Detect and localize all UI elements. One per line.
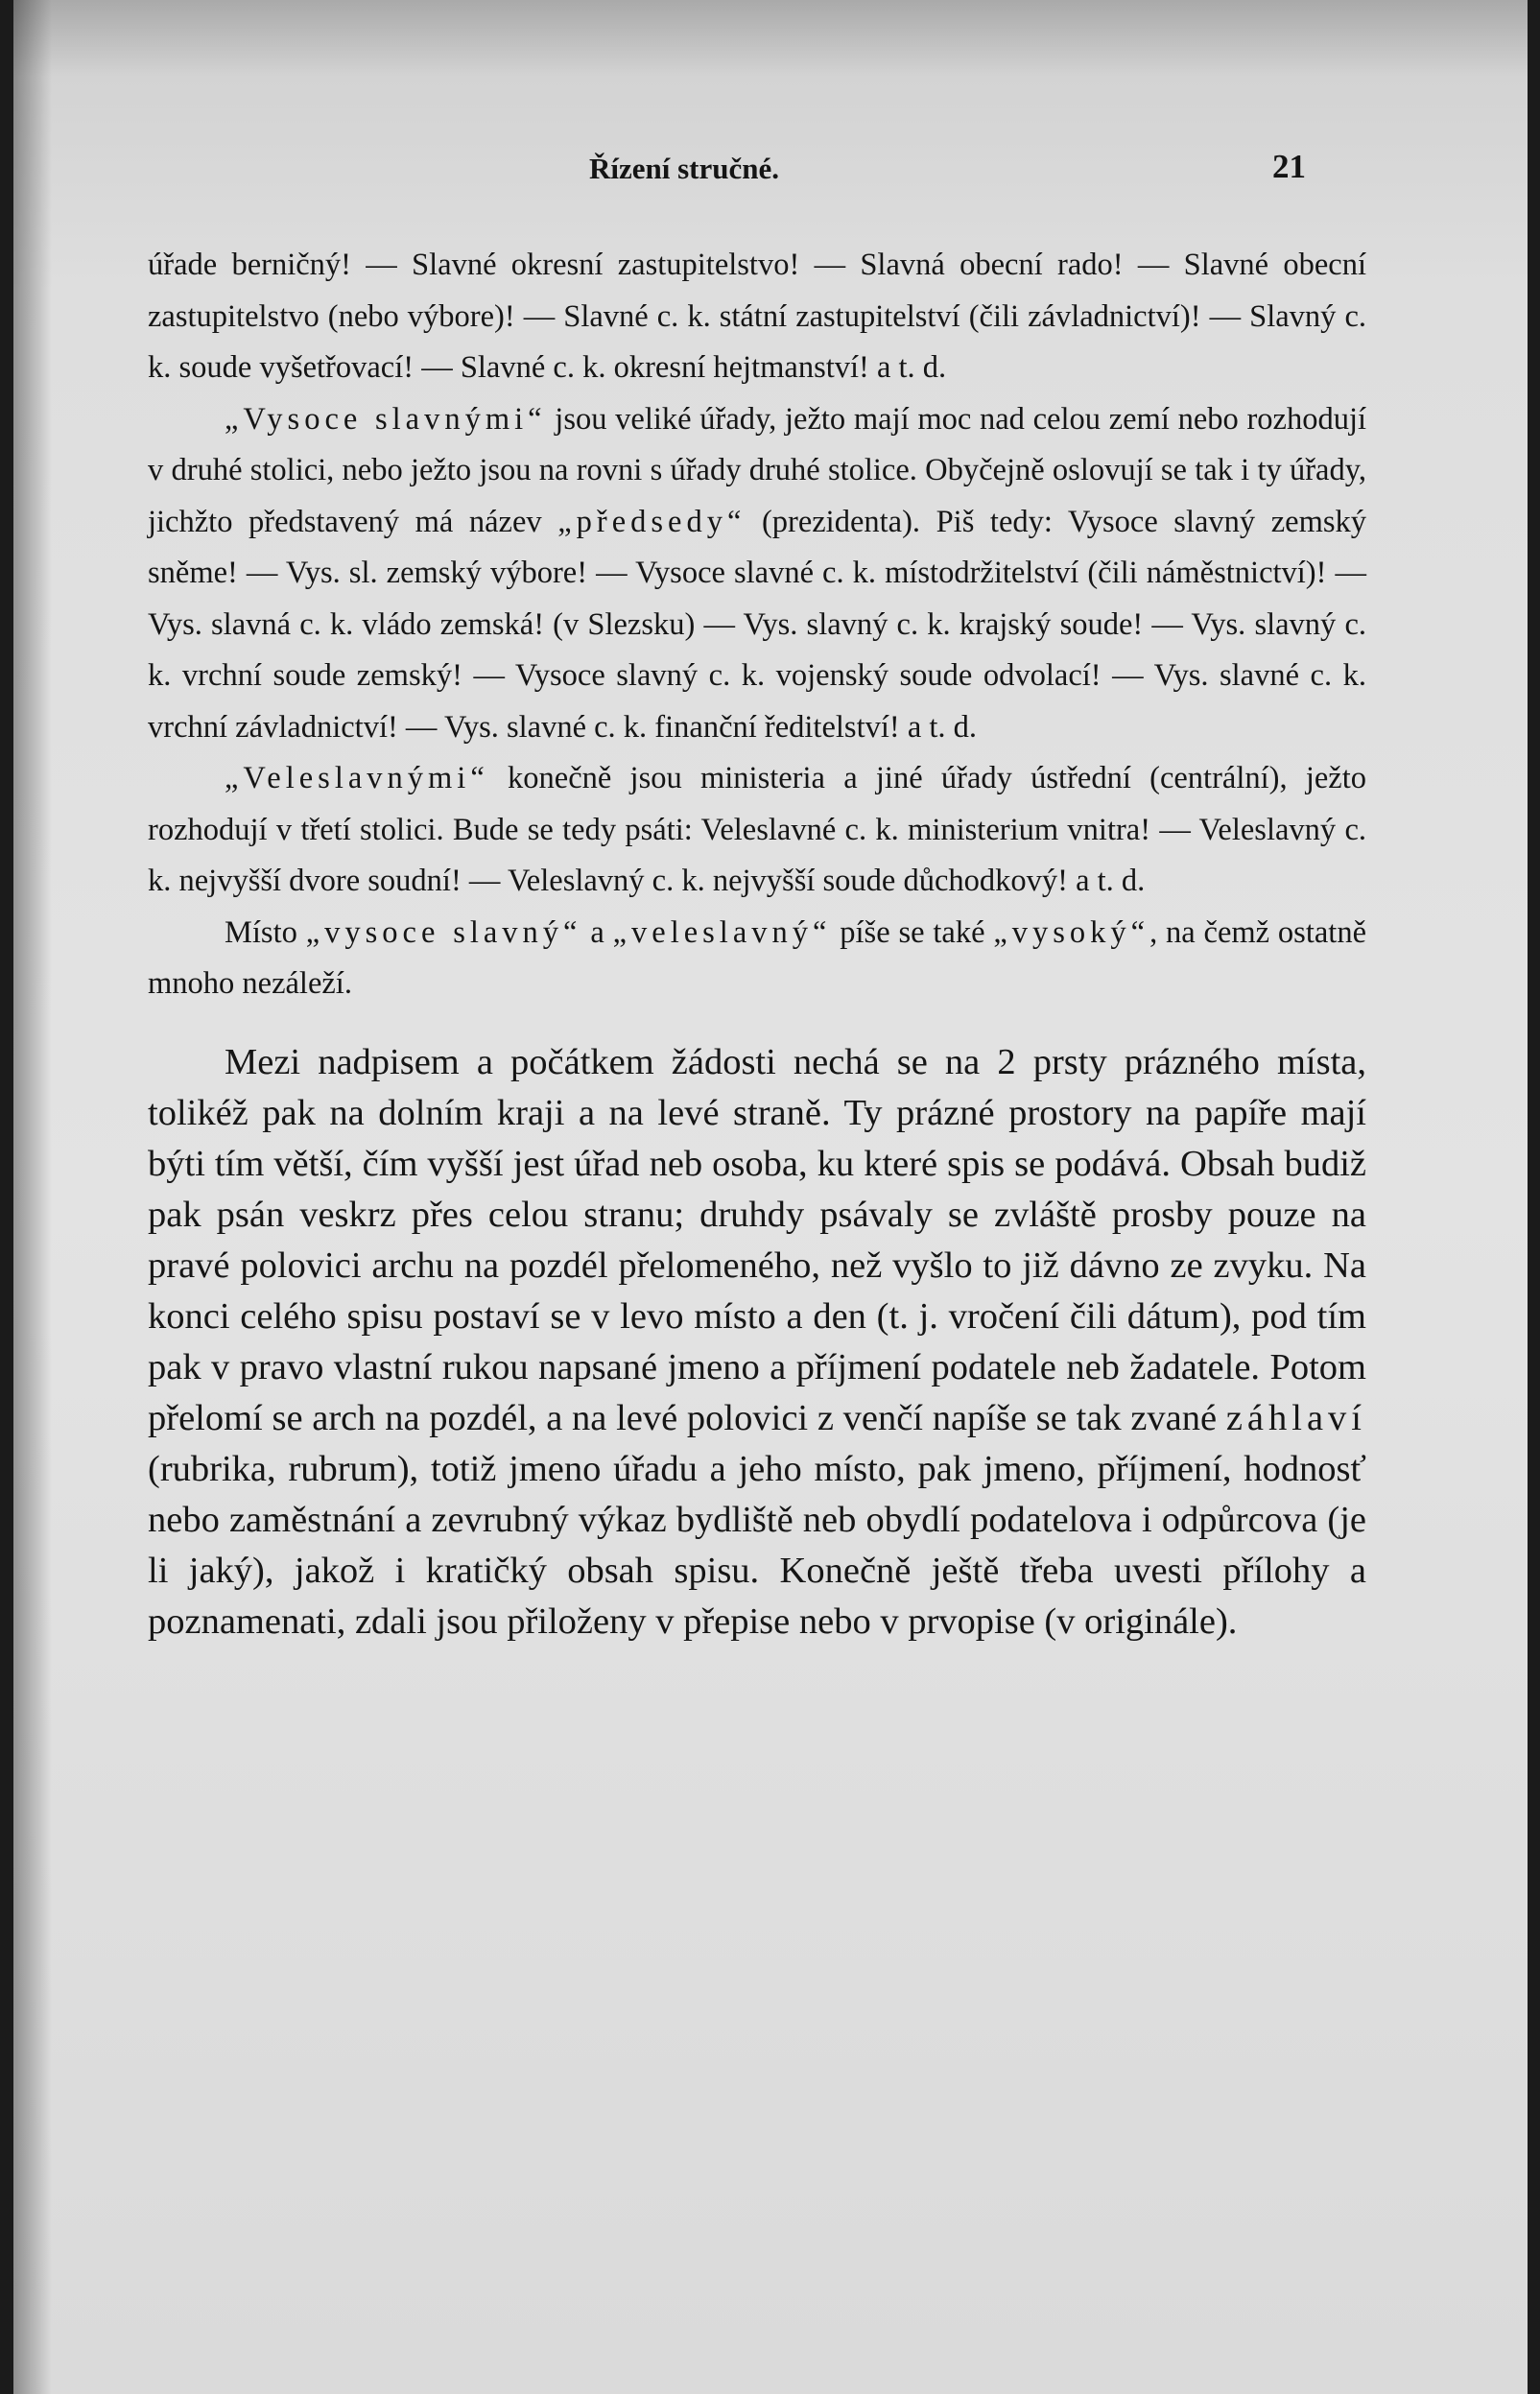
- paragraph-text: (rubrika, rubrum), totiž jmeno úřadu a jeho místo, pak jmeno, příjmení, hodnosť nebo zaměstnání a zevrubný výkaz bydliště neb obydlí podatelova i odpůrcova (je li jaký), jakož i kratičký obsah spisu. Konečně ještě třeba uvesti přílohy a poznamenati, zdali jsou přiloženy v přepise nebo v prvopise (v originále).: [148, 1448, 1366, 1642]
- paragraph-1: [148, 240, 1366, 394]
- paragraph-5: [148, 1037, 1366, 1647]
- paragraph-2: [148, 394, 1366, 754]
- term-veleslavny: „veleslavný“: [612, 914, 832, 950]
- paragraph-text: jsou veliké úřady, ježto mají moc nad celou zemí nebo rozhodují v druhé stolici, nebo ježto jsou na rovni s úřady druhé stolice. Obyčejně oslovují se tak i ty úřady, jichžto představený má název: [148, 401, 1366, 539]
- page-number: 21: [1272, 148, 1306, 185]
- paragraph-text-tail: , na čemž ostatně mnoho nezáleží.: [148, 914, 1366, 1001]
- paragraph-text-tail: (prezidenta). Piš tedy: Vysoce slavný zemský sněme! — Vys. sl. zemský výbore! — Vysoce slavné c. k. místodržitelství (čili náměstnictví)! — Vys. slavná c. k. vládo zemská! (v Slezsku) — Vys. slavný c. k. krajský soude! — Vys. slavný c. k. vrchní soude zemský! — Vysoce slavný c. k. vojenský soude odvolací! — Vys. slavné c. k. vrchní závladnictví! — Vys. slavné c. k. finanční ředitelství! a t. d.: [148, 504, 1366, 745]
- paragraph-text-mid: píše se také: [831, 914, 994, 950]
- running-title: Řízení stručné.: [589, 152, 780, 185]
- paragraph-text: a: [581, 914, 613, 950]
- book-page: [13, 0, 1528, 2394]
- body-text: [148, 240, 1366, 1647]
- term-vysoky: „vysoký“: [993, 914, 1150, 950]
- scan-shadow-top: [13, 0, 1528, 77]
- paragraph-4: [148, 908, 1366, 1010]
- paragraph-3: [148, 753, 1366, 908]
- paragraph-lead: Místo: [225, 914, 306, 950]
- paragraph-text: úřade berničný! — Slavné okresní zastupitelstvo! — Slavná obecní rado! — Slavné obecní zastupitelstvo (nebo výbore)! — Slavné c. k. státní zastupitelství (čili závladnictví)! — Slavný c. k. soude vyšetřovací! — Slavné c. k. okresní hejtmanství! a t. d.: [148, 248, 1366, 385]
- scan-shadow-left: [13, 0, 52, 2394]
- term-vysoce-slavny: „vysoce slavný“: [305, 914, 582, 950]
- term-veleslavnymi: „Veleslavnými“: [225, 761, 489, 795]
- term-vysoce-slavnymi: „Vysoce slavnými“: [225, 401, 547, 437]
- paragraph-text: konečně jsou ministeria a jiné úřady ústřední (centrální), ježto rozhodují v třetí stolici. Bude se tedy psáti: Veleslavné c. k. ministerium vnitra! — Veleslavný c. k. nejvyšší dvore soudní! — Veleslavný c. k. nejvyšší soude důchodkový! a t. d.: [148, 761, 1366, 898]
- paragraph-lead: Mezi nadpisem a počátkem žádosti nechá se na 2 prsty prázného místa, tolikéž pak na dolním kraji a na levé straně. Ty prázné prostory na papíře mají býti tím větší, čím vyšší jest úřad neb osoba, ku které spis se podává. Obsah budiž pak psán veskrz přes celou stranu; druhdy psávaly se zvláště prosby pouze na pravé polovici archu na pozdél přelomeného, než vyšlo to již dávno ze zvyku. Na konci celého spisu postaví se v levo místo a den (t. j. vročení čili dátum), pod tím pak v pravo vlastní rukou napsané jmeno a příjmení podatele neb žadatele. Potom přelomí se arch na pozdél, a na levé polovici z venčí napíše se tak zvané: [148, 1041, 1366, 1438]
- page-header: [13, 144, 1528, 192]
- term-predsedy: „předsedy“: [557, 504, 746, 539]
- term-zahlavi: záhlaví: [1225, 1397, 1366, 1438]
